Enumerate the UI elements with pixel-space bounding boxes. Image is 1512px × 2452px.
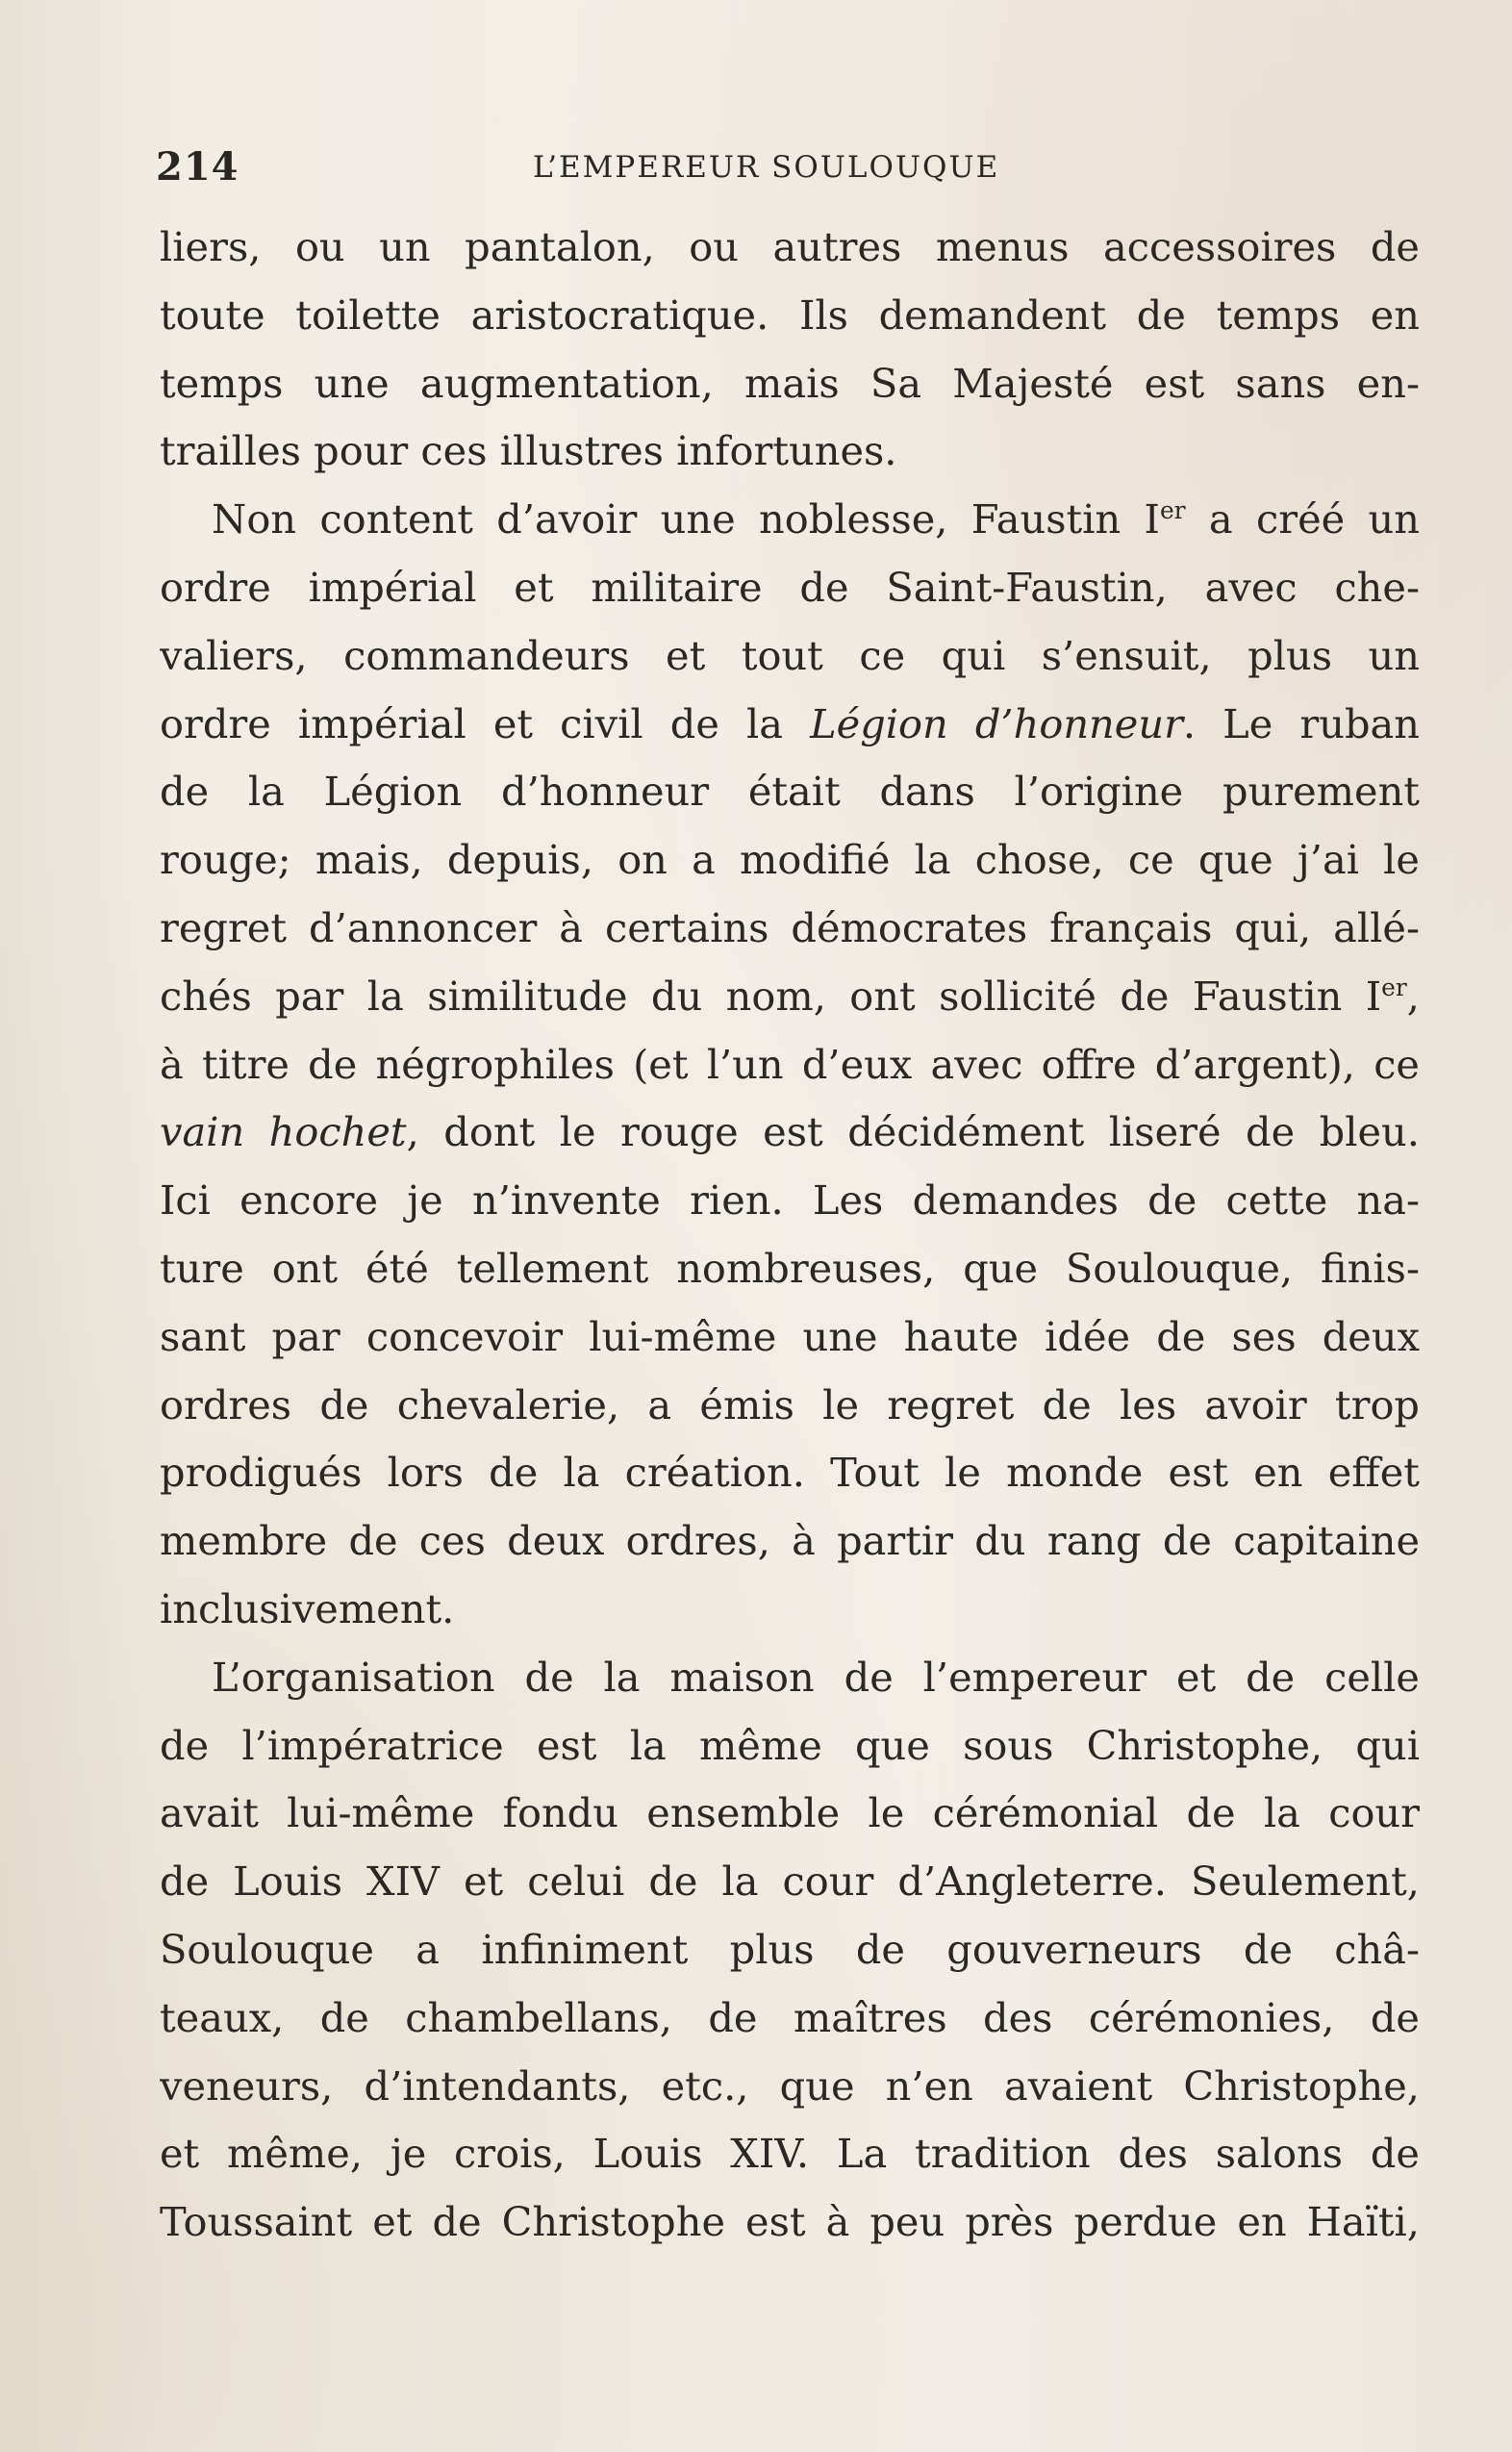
text-line: vain hochet, dont le rouge est décidément liseré de bleu. xyxy=(160,1108,1420,1156)
text-line: membre de ces deux ordres, à partir du rang de capitaine xyxy=(160,1517,1420,1565)
text-line: liers, ou un pantalon, ou autres menus accessoires de xyxy=(160,223,1420,270)
text-line: prodigués lors de la création. Tout le monde est en effet xyxy=(160,1449,1420,1497)
text-line: et même, je crois, Louis XIV. La tradition des salons de xyxy=(160,2130,1420,2178)
text-line: ordre impérial et civil de la Légion d’honneur. Le ruban xyxy=(160,699,1420,747)
text-line: valiers, commandeurs et tout ce qui s’ensuit, plus un xyxy=(160,631,1420,679)
text-line: inclusivement. xyxy=(160,1584,455,1632)
text-line: avait lui-même fondu ensemble le cérémonial de la cour xyxy=(160,1789,1420,1837)
text-line: sant par concevoir lui-même une haute idée de ses deux xyxy=(160,1312,1420,1360)
text-line: teaux, de chambellans, de maîtres des cérémonies, de xyxy=(160,1993,1420,2041)
text-line: ture ont été tellement nombreuses, que Soulouque, finis- xyxy=(160,1244,1420,1292)
text-line: chés par la similitude du nom, ont sollicité de Faustin Ier, xyxy=(160,972,1420,1020)
page-header xyxy=(156,144,1425,202)
text-line: L’organisation de la maison de l’empereur et de celle xyxy=(212,1653,1420,1701)
text-line: ordre impérial et militaire de Saint-Faustin, avec che- xyxy=(160,563,1420,611)
text-line: ordres de chevalerie, a émis le regret de les avoir trop xyxy=(160,1380,1420,1428)
text-line: toute toilette aristocratique. Ils demandent de temps en xyxy=(160,291,1420,339)
page-number: 214 xyxy=(156,144,239,190)
text-line: Soulouque a infiniment plus de gouverneurs de châ- xyxy=(160,1925,1420,1973)
text-line: à titre de négrophiles (et l’un d’eux avec offre d’argent), ce xyxy=(160,1040,1420,1088)
text-line: temps une augmentation, mais Sa Majesté est sans en- xyxy=(160,359,1420,407)
text-line: Non content d’avoir une noblesse, Faustin Ier a créé un xyxy=(212,495,1420,543)
text-line: rouge; mais, depuis, on a modifié la chose, ce que j’ai le xyxy=(160,836,1420,884)
text-line: trailles pour ces illustres infortunes. xyxy=(160,427,897,475)
text-line: Ici encore je n’invente rien. Les demandes de cette na- xyxy=(160,1176,1420,1225)
text-line: de l’impératrice est la même que sous Christophe, qui xyxy=(160,1721,1420,1769)
text-line: regret d’annoncer à certains démocrates français qui, allé- xyxy=(160,903,1420,951)
running-title: L’EMPEREUR SOULOUQUE xyxy=(533,150,1000,185)
text-line: de la Légion d’honneur était dans l’origine purement xyxy=(160,768,1420,816)
text-line: de Louis XIV et celui de la cour d’Angleterre. Seulement, xyxy=(160,1858,1420,1906)
text-line: veneurs, d’intendants, etc., que n’en avaient Christophe, xyxy=(160,2061,1420,2110)
text-line: Toussaint et de Christophe est à peu près perdue en Haïti, xyxy=(160,2198,1420,2246)
body-text xyxy=(160,214,1420,2257)
